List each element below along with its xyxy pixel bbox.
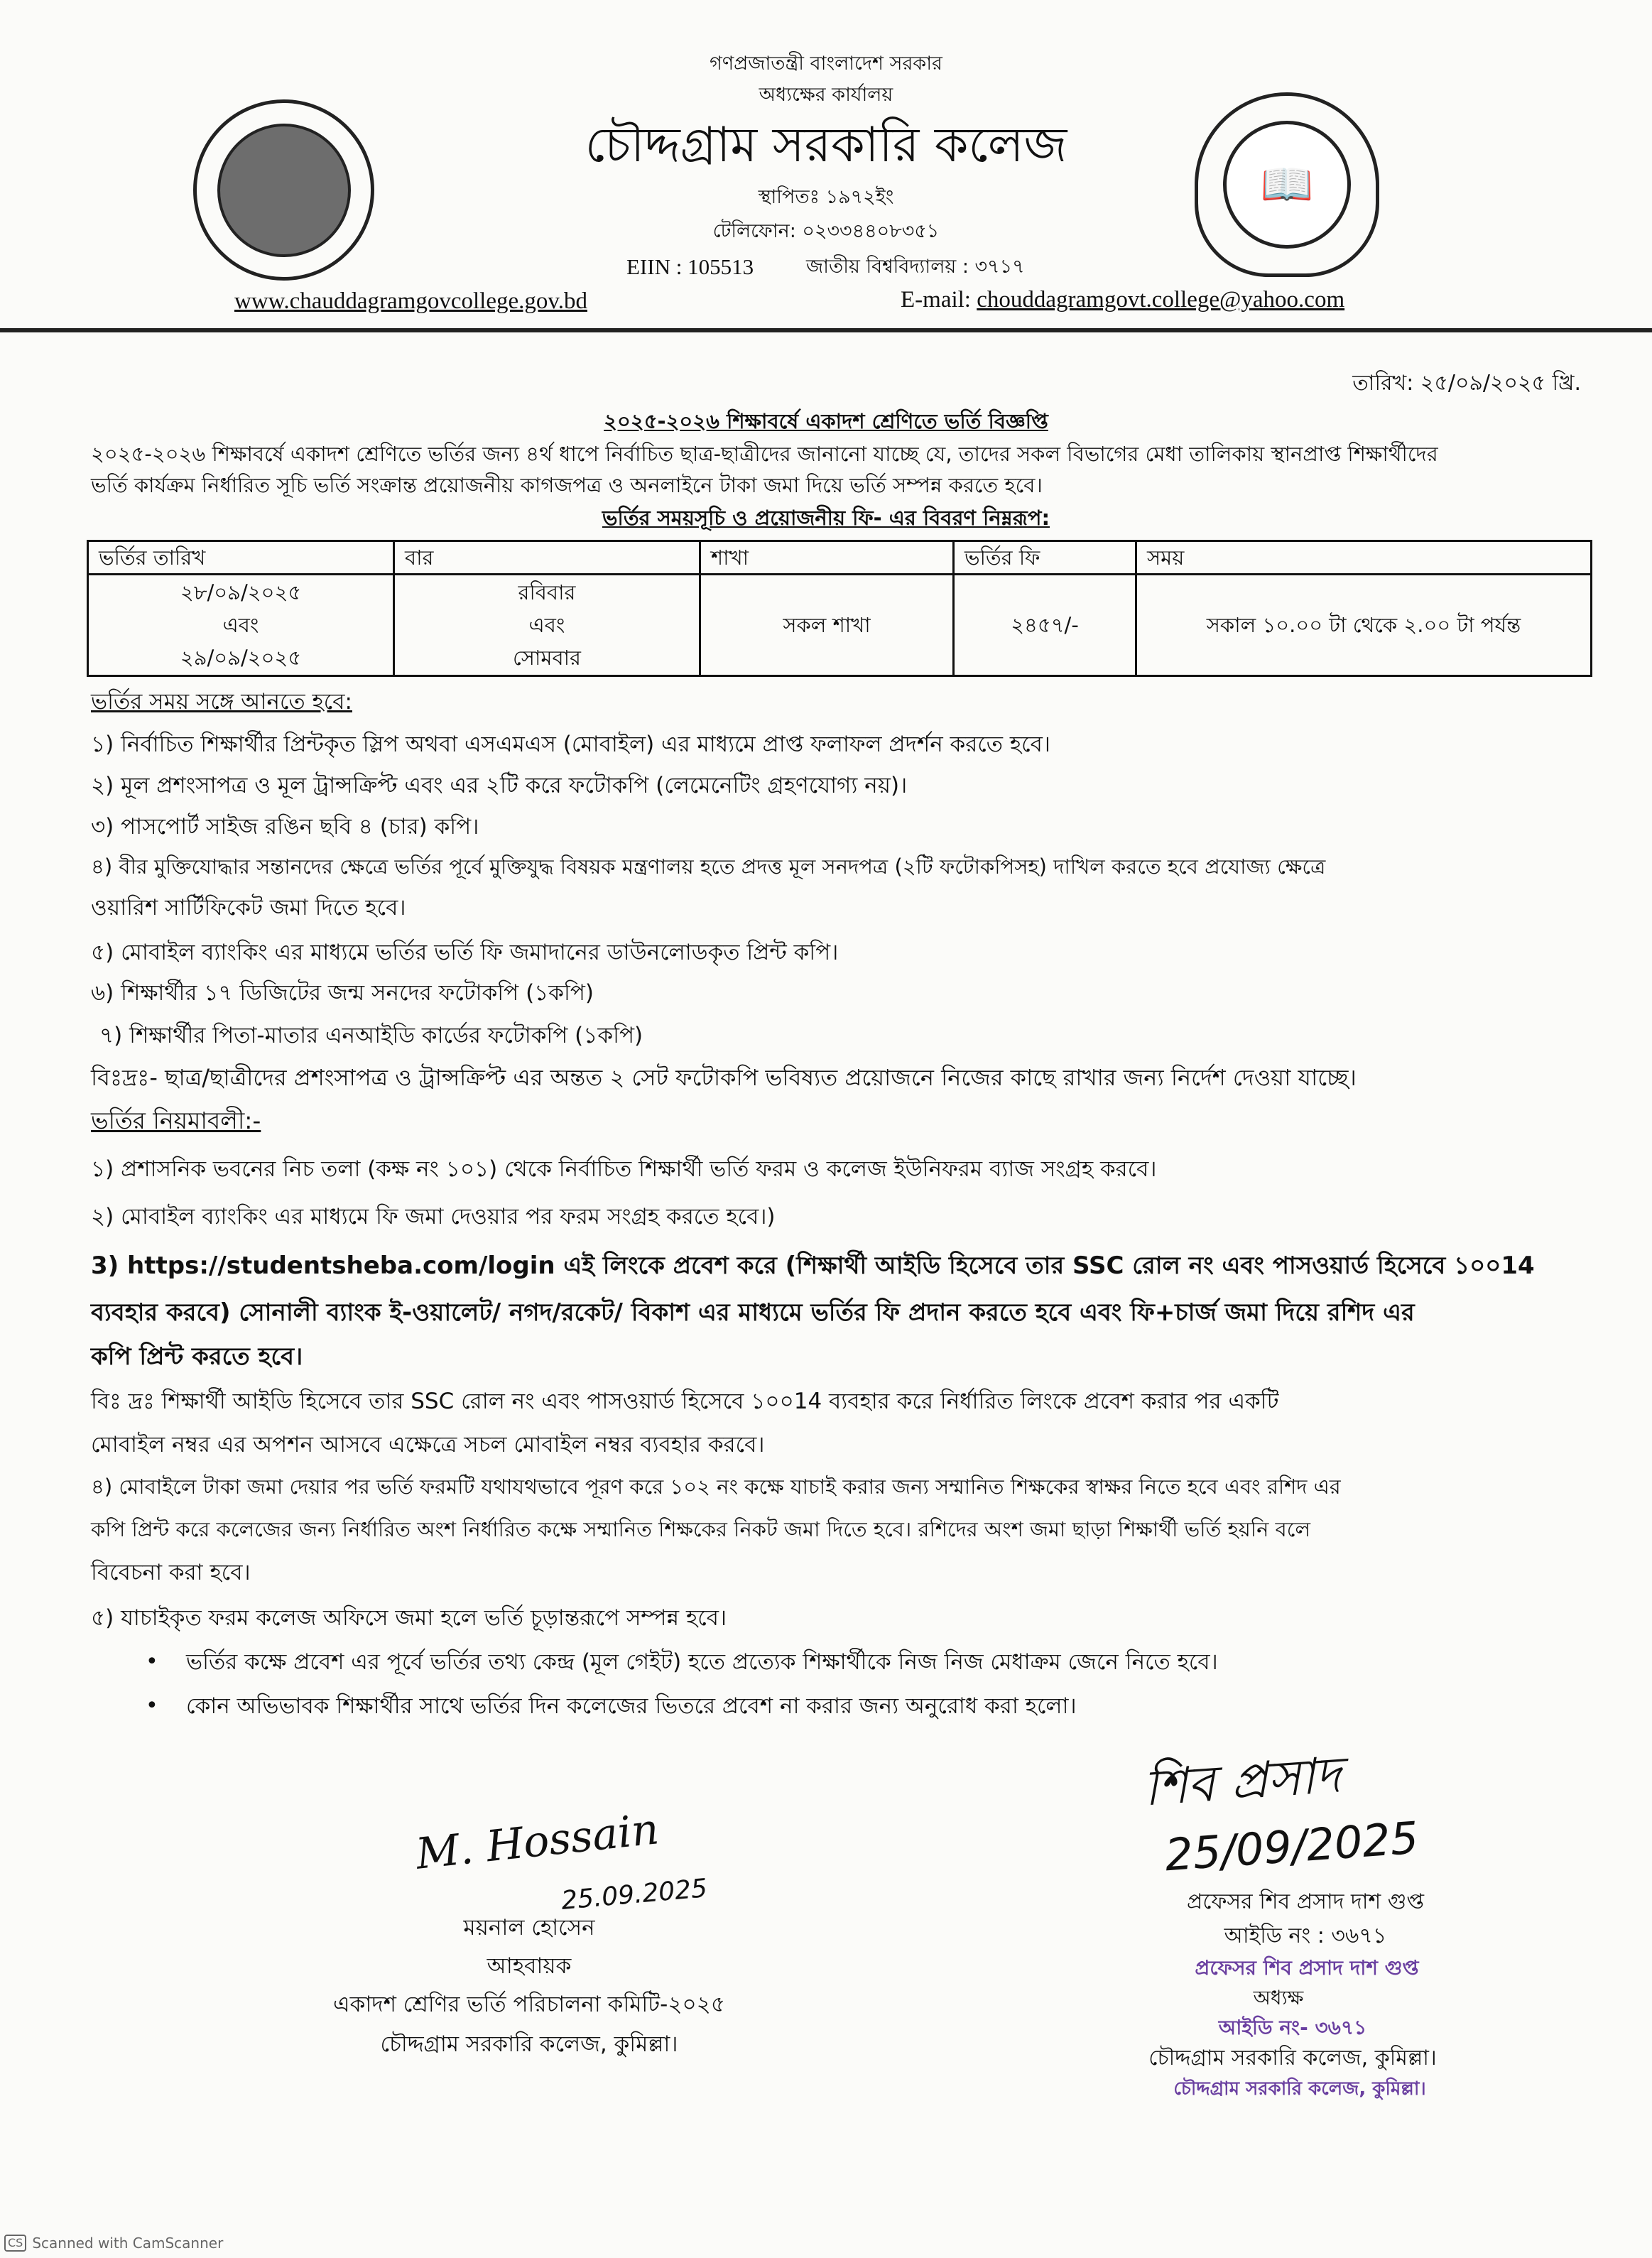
phone: টেলিফোন: ০২৩৩৪৪০৮৩৫১ — [712, 220, 940, 242]
day-1: রবিবার — [518, 580, 576, 604]
note-2-line: মোবাইল নম্বর এর অপশন আসবে এক্ষেত্রে সচল মোবাইল নম্বর ব্যবহার করবে। — [91, 1432, 765, 1458]
col-date: ভর্তির তারিখ — [88, 541, 394, 575]
college-logo: 📖 — [1195, 92, 1379, 277]
email-label: E-mail: — [901, 287, 971, 313]
cell-days — [394, 575, 700, 676]
rule-3-line: ব্যবহার করবে) সোনালী ব্যাংক ই-ওয়ালেট/ নগদ/রকেট/ বিকাশ এর মাধ্যমে ভর্তির ফি প্রদান করতে হবে এবং ফি+চার্জ জমা দিয়ে রশিদ এর — [91, 1298, 1415, 1327]
table-heading: ভর্তির সময়সূচি ও প্রয়োজনীয় ফি- এর বিবরণ নিম্নরূপ: — [602, 506, 1050, 530]
right-signer-id: আইডি নং : ৩৬৭১ — [1224, 1923, 1387, 1948]
bullet-icon: • — [146, 1649, 158, 1674]
rule-3-line: কপি প্রিন্ট করতে হবে। — [91, 1342, 303, 1371]
bangladesh-govt-seal — [193, 99, 374, 281]
camscanner-logo-icon: CS — [4, 2235, 26, 2251]
bring-item: ৭) শিক্ষার্থীর পিতা-মাতার এনআইডি কার্ডের ফটোকপি (১কপি) — [99, 1023, 643, 1048]
table-row — [88, 575, 1592, 676]
nu-code: জাতীয় বিশ্ববিদ্যালয় : ৩৭১৭ — [806, 256, 1025, 278]
rule-5: ৫) যাচাইকৃত ফরম কলেজ অফিসে জমা হলে ভর্তি চূড়ান্তরূপে সম্পন্ন হবে। — [91, 1605, 727, 1631]
left-signature: M. Hossain — [413, 1804, 661, 1879]
notice-title: ২০২৫-২০২৬ শিক্ষাবর্ষে একাদশ শ্রেণিতে ভর্তি বিজ্ঞপ্তি — [604, 409, 1048, 433]
rule-item: ২) মোবাইল ব্যাংকিং এর মাধ্যমে ফি জমা দেওয়ার পর ফরম সংগ্রহ করতে হবে।) — [91, 1204, 776, 1230]
rule-4-line: ৪) মোবাইলে টাকা জমা দেয়ার পর ভর্তি ফরমটি যথাযথভাবে পূরণ করে ১০২ নং কক্ষে যাচাই করার জন্য সম্মানিত শিক্ষকের স্বাক্ষর নিতে হবে এবং রশিদ এর — [91, 1475, 1341, 1499]
col-branch: শাখা — [700, 541, 954, 575]
left-signer-committee: একাদশ শ্রেণির ভর্তি পরিচালনা কমিটি-২০২৫ — [333, 1992, 725, 2017]
bring-item: ৫) মোবাইল ব্যাংকিং এর মাধ্যমে ভর্তির ভর্তি ফি জমাদানের ডাউনলোডকৃত প্রিন্ট কপি। — [91, 940, 839, 965]
right-signature-date: 25/09/2025 — [1163, 1811, 1420, 1882]
bullet-icon: • — [146, 1693, 158, 1718]
bring-item: ওয়ারিশ সার্টিফিকেট জমা দিতে হবে। — [91, 895, 406, 921]
left-signer-name: ময়নাল হোসেন — [463, 1915, 595, 1941]
stamp-id: আইডি নং- ৩৬৭১ — [1218, 2016, 1367, 2039]
bring-item: ৩) পাসপোর্ট সাইজ রঙিন ছবি ৪ (চার) কপি। — [91, 814, 479, 840]
email-link[interactable]: chouddagramgovt.college@yahoo.com — [977, 287, 1345, 313]
left-signer-college: চৌদ্দগ্রাম সরকারি কলেজ, কুমিল্লা। — [380, 2031, 678, 2057]
rule-item: ১) প্রশাসনিক ভবনের নিচ তলা (কক্ষ নং ১০১) থেকে নির্বাচিত শিক্ষার্থী ভর্তি ফরম ও কলেজ ইউনিফরম ব্যাজ সংগ্রহ করবে। — [91, 1156, 1157, 1182]
admission-schedule-table — [87, 540, 1592, 677]
intro-line: ভর্তি কার্যক্রম নির্ধারিত সূচি ভর্তি সংক্রান্ত প্রয়োজনীয় কাগজপত্র ও অনলাইনে টাকা জমা দিয়ে ভর্তি সম্পন্ন করতে হবে। — [91, 473, 1043, 497]
and-text: এবং — [528, 613, 565, 637]
note-2-line: বিঃ দ্রঃ শিক্ষার্থী আইডি হিসেবে তার SSC রোল নং এবং পাসওয়ার্ড হিসেবে ১০০14 ব্যবহার করে নির্ধারিত লিংকে প্রবেশ করার পর একটি — [91, 1389, 1279, 1414]
bullet-item: কোন অভিভাবক শিক্ষার্থীর সাথে ভর্তির দিন কলেজের ভিতরে প্রবেশ না করার জন্য অনুরোধ করা হলো। — [186, 1693, 1077, 1719]
rules-heading: ভর্তির নিয়মাবলী:- — [91, 1107, 261, 1134]
cell-branch: সকল শাখা — [700, 575, 954, 676]
right-signature: শিব প্রসাদ — [1141, 1745, 1343, 1818]
right-signer-role: অধ্যক্ষ — [1253, 1986, 1304, 2009]
note-1: বিঃদ্রঃ- ছাত্র/ছাত্রীদের প্রশংসাপত্র ও ট্রান্সক্রিপ্ট এর অন্তত ২ সেট ফটোকপি ভবিষ্যত প্রয়োজনে নিজের কাছে রাখার জন্য নির্দেশ দেওয়া যাচ্ছে। — [91, 1064, 1357, 1091]
bring-item: ৪) বীর মুক্তিযোদ্ধার সন্তানদের ক্ষেত্রে ভর্তির পূর্বে মুক্তিযুদ্ধ বিষয়ক মন্ত্রণালয় হতে প্রদত্ত মূল সনদপত্র (২টি ফটোকপিসহ) দাখিল করতে হবে প্রযোজ্য ক্ষেত্রে — [91, 854, 1326, 879]
cell-fee: ২৪৫৭/- — [954, 575, 1136, 676]
stamp-college: চৌদ্দগ্রাম সরকারি কলেজ, কুমিল্লা। — [1173, 2078, 1426, 2100]
date-1: ২৮/০৯/২০২৫ — [180, 580, 302, 604]
bring-item: ২) মূল প্রশংসাপত্র ও মূল ট্রান্সক্রিপ্ট এবং এর ২টি করে ফটোকপি (লেমেনেটিং গ্রহণযোগ্য নয়)। — [91, 773, 908, 798]
cell-time: সকাল ১০.০০ টা থেকে ২.০০ টা পর্যন্ত — [1136, 575, 1592, 676]
stamp-name: প্রফেসর শিব প্রসাদ দাশ গুপ্ত — [1195, 1956, 1419, 1980]
col-time: সময় — [1136, 541, 1592, 575]
and-text: এবং — [222, 613, 259, 637]
rule-3-line: 3) https://studentsheba.com/login এই লিংকে প্রবেশ করে (শিক্ষার্থী আইডি হিসেবে তার SSC রোল নং এবং পাসওয়ার্ড হিসেবে ১০০14 — [91, 1252, 1535, 1280]
website-link[interactable]: www.chauddagramgovcollege.gov.bd — [234, 288, 587, 314]
govt-line: গণপ্রজাতন্ত্রী বাংলাদেশ সরকার — [710, 53, 942, 75]
rule-4-line: বিবেচনা করা হবে। — [91, 1560, 251, 1585]
bring-item: ১) নির্বাচিত শিক্ষার্থীর প্রিন্টকৃত স্লিপ অথবা এসএমএস (মোবাইল) এর মাধ্যমে প্রাপ্ত ফলাফল প্রদর্শন করতে হবে। — [91, 732, 1050, 757]
office-line: অধ্যক্ষের কার্যালয় — [759, 84, 893, 106]
left-signer-role: আহবায়ক — [487, 1953, 572, 1979]
bring-item: ৬) শিক্ষার্থীর ১৭ ডিজিটের জন্ম সনদের ফটোকপি (১কপি) — [91, 980, 594, 1006]
notice-date: তারিখ: ২৫/০৯/২০২৫ খ্রি. — [1352, 371, 1581, 396]
date-2: ২৯/০৯/২০২৫ — [180, 646, 302, 670]
scanner-watermark: Scanned with CamScanner — [32, 2235, 224, 2252]
bullet-item: ভর্তির কক্ষে প্রবেশ এর পূর্বে ভর্তির তথ্য কেন্দ্র (মূল গেইট) হতে প্রত্যেক শিক্ষার্থীকে নিজ নিজ মেধাক্রম জেনে নিতে হবে। — [186, 1649, 1218, 1675]
right-signer-name: প্রফেসর শিব প্রসাদ দাশ গুপ্ত — [1186, 1889, 1425, 1914]
bring-heading: ভর্তির সময় সঙ্গে আনতে হবে: — [91, 689, 352, 715]
cell-dates — [88, 575, 394, 676]
col-fee: ভর্তির ফি — [954, 541, 1136, 575]
intro-line: ২০২৫-২০২৬ শিক্ষাবর্ষে একাদশ শ্রেণিতে ভর্তির জন্য ৪র্থ ধাপে নির্বাচিত ছাত্র-ছাত্রীদের জানানো যাচ্ছে যে, তাদের সকল বিভাগের মেধা তালিকায় স্থানপ্রাপ্ত শিক্ষার্থীদের — [91, 442, 1438, 466]
table-header-row — [88, 541, 1592, 575]
eiin: EIIN : 105513 — [626, 254, 754, 279]
col-day: বার — [394, 541, 700, 575]
right-signer-college: চৌদ্দগ্রাম সরকারি কলেজ, কুমিল্লা। — [1148, 2046, 1437, 2070]
header-divider — [0, 328, 1652, 332]
rule-4-line: কপি প্রিন্ট করে কলেজের জন্য নির্ধারিত অংশ নির্ধারিত কক্ষে সম্মানিত শিক্ষকের নিকট জমা দিতে হবে। রশিদের অংশ জমা ছাড়া শিক্ষার্থী ভর্তি হয়নি বলে — [91, 1517, 1311, 1541]
established: স্থাপিতঃ ১৯৭২ইং — [758, 186, 894, 208]
left-signature-date: 25.09.2025 — [560, 1874, 709, 1916]
college-name: চৌদ্দগ্রাম সরকারি কলেজ — [585, 117, 1067, 173]
day-2: সোমবার — [513, 646, 581, 670]
